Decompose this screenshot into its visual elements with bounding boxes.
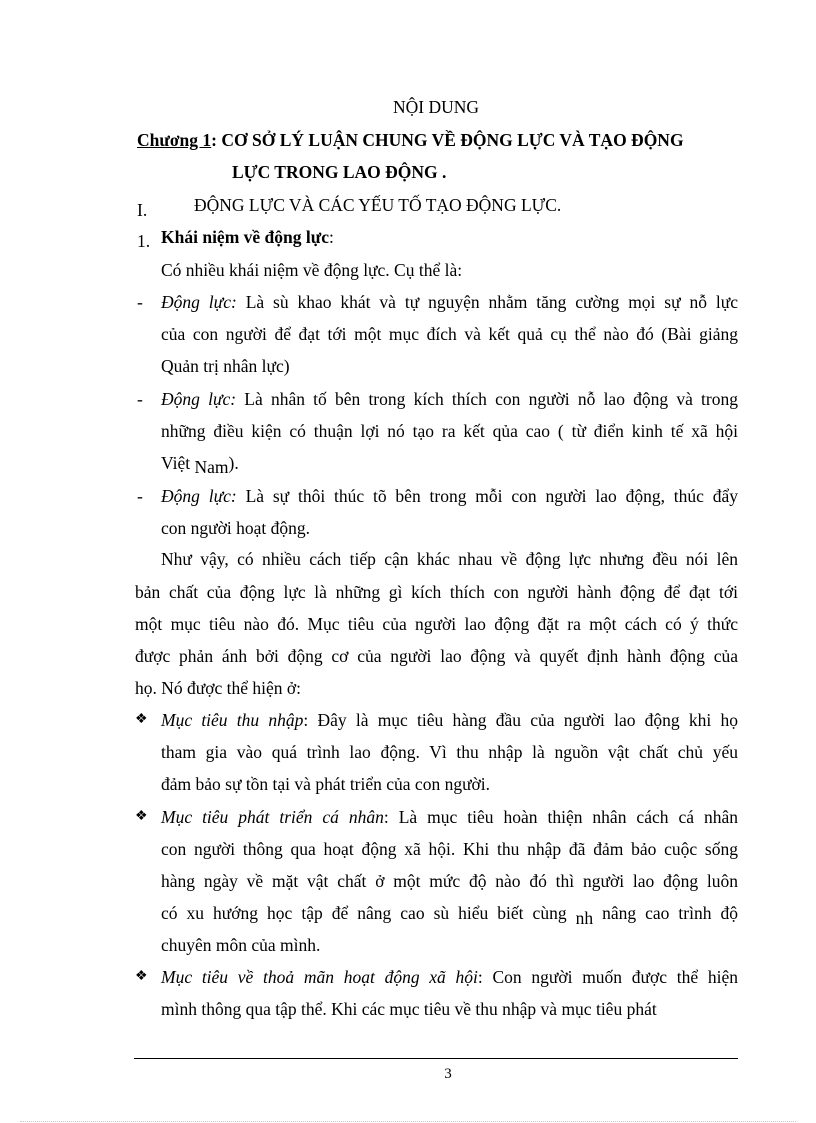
def2-line3 bbox=[161, 452, 239, 477]
footer-rule bbox=[134, 1058, 738, 1059]
goal2-line3: hàng ngày về mặt vật chất ở một mức độ nào đó thì người lao động luôn bbox=[161, 871, 738, 891]
intro-line: Có nhiều khái niệm về động lực. Cụ thể là: bbox=[161, 260, 463, 280]
page-bottom-border bbox=[20, 1121, 796, 1122]
goal2-term: Mục tiêu phát triển cá nhân bbox=[161, 807, 384, 827]
goal2-line1 bbox=[161, 806, 738, 828]
goal2-line5: chuyên môn của mình. bbox=[161, 935, 321, 955]
diamond-bullet-icon: ❖ bbox=[135, 969, 148, 984]
para1-line4: được phản ánh bởi động cơ của người lao động và quyết định hành động của bbox=[135, 646, 738, 666]
def2-line2: những điều kiện có thuận lợi nó tạo ra kết qủa cao ( từ điển kinh tế xã hội bbox=[161, 421, 738, 441]
section-number: I. bbox=[137, 200, 148, 220]
goal1-line2: tham gia vào quá trình lao động. Vì thu nhập là nguồn vật chất chủ yếu bbox=[161, 742, 738, 762]
goal1-line3: đảm bảo sự tồn tại và phát triển của con người. bbox=[161, 774, 491, 794]
para1-line5: họ. Nó được thể hiện ở: bbox=[135, 678, 302, 698]
dash-bullet: - bbox=[137, 292, 143, 312]
goal1-text: : Đây là mục tiêu hàng đầu của người lao động khi họ bbox=[303, 710, 738, 730]
chapter-label: Chương 1 bbox=[137, 130, 212, 150]
def1-term: Động lực: bbox=[161, 292, 237, 312]
diamond-bullet-icon: ❖ bbox=[135, 712, 148, 727]
page-number: 3 bbox=[444, 1066, 452, 1082]
def1-line2: của con người để đạt tới một mục đích và kết quả cụ thể nào đó (Bài giảng bbox=[161, 324, 738, 344]
def2-term: Động lực: bbox=[161, 389, 237, 409]
def1-text: Là sù khao khát và tự nguyện nhằm tăng cường mọi sự nỗ lực bbox=[236, 292, 739, 312]
chapter-heading bbox=[137, 129, 684, 151]
para1-line1: Như vậy, có nhiều cách tiếp cận khác nhau về động lực nhưng đều nói lên bbox=[161, 549, 738, 569]
dash-bullet: - bbox=[137, 486, 143, 506]
page-heading: NỘI DUNG bbox=[392, 97, 480, 117]
goal2-line2: con người thông qua hoạt động xã hội. Khi thu nhập đã đảm bảo cuộc sống bbox=[161, 839, 738, 859]
def3-text: Là sự thôi thúc tõ bên trong mỗi con người lao động, thúc đẩy bbox=[236, 486, 739, 506]
goal2-text: : Là mục tiêu hoàn thiện nhân cách cá nhân bbox=[383, 807, 738, 827]
goal3-line2: mình thông qua tập thể. Khi các mục tiêu về thu nhập và mục tiêu phát bbox=[161, 999, 657, 1019]
goal3-line1 bbox=[161, 966, 738, 988]
diamond-bullet-icon: ❖ bbox=[135, 809, 148, 824]
para1-line2: bản chất của động lực là những gì kích thích con người hành động để đạt tới bbox=[135, 582, 738, 602]
subsection-colon: : bbox=[329, 227, 334, 247]
subsection-title: Khái niệm về động lực bbox=[161, 227, 330, 247]
def3-term: Động lực: bbox=[161, 486, 237, 506]
goal2-text-b: nh bbox=[575, 908, 594, 928]
def1-line1 bbox=[161, 291, 738, 313]
def1-line3: Quản trị nhân lực) bbox=[161, 356, 290, 376]
def2-text-a: Việt bbox=[161, 453, 195, 473]
chapter-colon: : bbox=[211, 130, 222, 150]
goal1-line1 bbox=[161, 709, 738, 731]
chapter-title-line1: CƠ SỞ LÝ LUẬN CHUNG VỀ ĐỘNG LỰC VÀ TẠO ĐỘNG bbox=[221, 130, 684, 150]
goal2-text-c: nâng cao trình độ bbox=[593, 903, 739, 923]
section-title: ĐỘNG LỰC VÀ CÁC YẾU TỐ TẠO ĐỘNG LỰC. bbox=[194, 195, 562, 215]
goal1-term: Mục tiêu thu nhập bbox=[161, 710, 304, 730]
para1-line3: một mục tiêu nào đó. Mục tiêu của người lao động đặt ra một cách có ý thức bbox=[135, 614, 738, 634]
def2-text-b: Nam bbox=[194, 457, 229, 477]
subsection-number: 1. bbox=[137, 231, 151, 251]
subsection-heading bbox=[161, 226, 334, 248]
dash-bullet: - bbox=[137, 389, 143, 409]
goal3-text: : Con người muốn được thể hiện bbox=[477, 967, 738, 987]
def3-line1 bbox=[161, 485, 738, 507]
goal3-term: Mục tiêu về thoả mãn hoạt động xã hội bbox=[161, 967, 478, 987]
def3-line2: con người hoạt động. bbox=[161, 518, 310, 538]
goal2-line4 bbox=[161, 902, 739, 928]
def2-text: Là nhân tố bên trong kích thích con người nỗ lao động và trong bbox=[236, 389, 738, 409]
chapter-title-line2: LỰC TRONG LAO ĐỘNG . bbox=[232, 162, 447, 182]
def2-text-c: ). bbox=[228, 453, 239, 473]
def2-line1 bbox=[161, 388, 738, 410]
goal2-text-a: có xu hướng học tập để nâng cao sù hiểu biết cùng bbox=[161, 903, 576, 923]
